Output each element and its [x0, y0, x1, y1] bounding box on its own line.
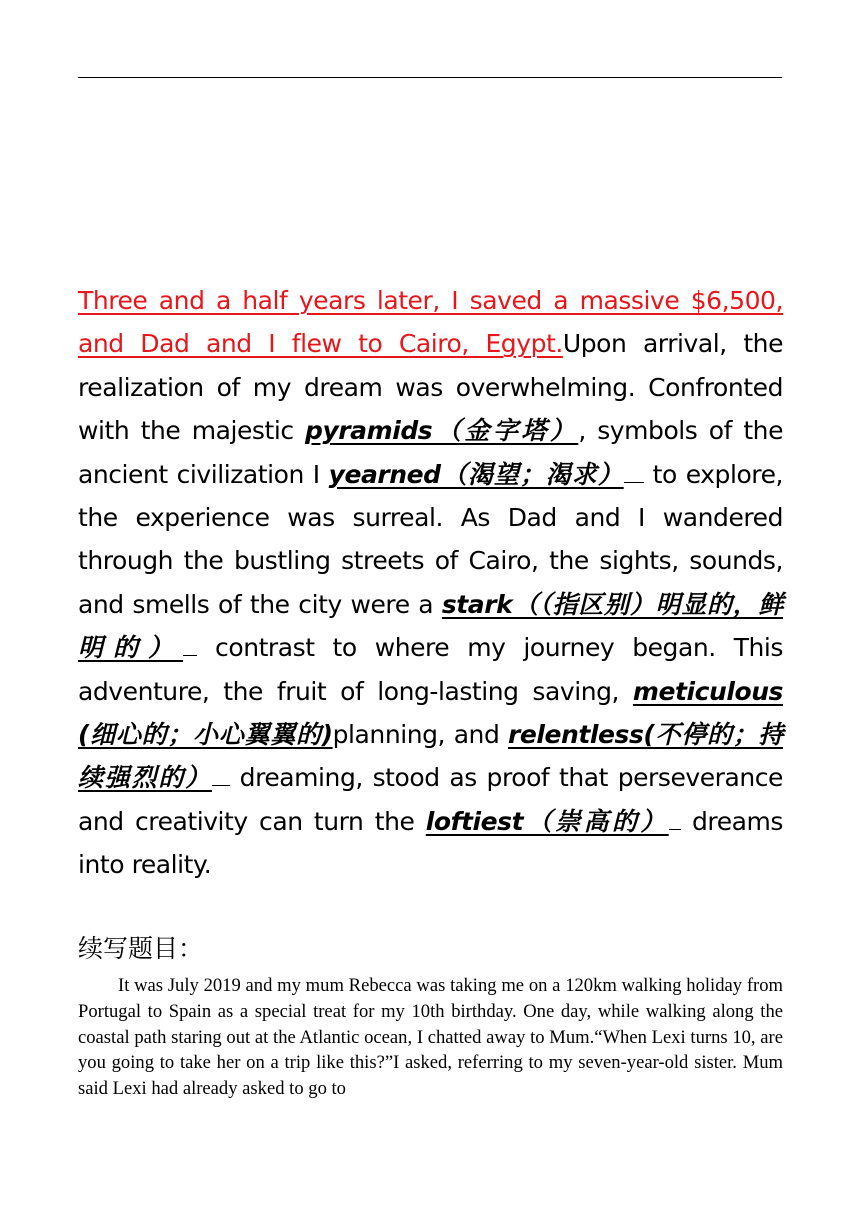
passage-text: Upon arrival, the realization of my dream was overwhelming. Confronted with the majestic [78, 329, 783, 446]
underline-gap [212, 763, 230, 787]
passage-text: to explore, the experience was surreal. As Dad and I wandered through the bustling streets of Cairo, the sights, sounds, and smells of the city were a [78, 459, 783, 619]
vocab-meticulous: meticulous (细心的；小心翼翼的) [78, 676, 783, 750]
passage-text: , symbols of the ancient civilization I [78, 416, 784, 489]
vocab-pyramids: pyramids（金字塔） [305, 416, 579, 446]
passage-text: contrast to where my journey began. This adventure, the fruit of long-lasting saving, [78, 633, 783, 706]
vocab-relentless: relentless(不停的；持续强烈的） [78, 720, 783, 793]
vocab-yearned: yearned（渴望；渴求） [328, 459, 624, 489]
passage-text: dreams into reality. [78, 806, 783, 880]
underline-gap [183, 633, 197, 657]
underline-gap [669, 806, 681, 830]
underline-gap [624, 459, 644, 483]
continuation-heading: 续写题目： [78, 934, 204, 963]
passage-intro-sentence: Three and a half years later, I saved a massive $6,500, and Dad and I flew to Cairo, Egypt. [78, 286, 783, 359]
passage-text: planning, and [332, 720, 509, 750]
passage-text: dreaming, stood as proof that perseverance and creativity can turn the [78, 763, 783, 836]
vocab-loftiest: loftiest（崇高的） [425, 806, 669, 836]
vocab-stark: stark（（指区别）明显的，鲜明的） [78, 589, 783, 663]
header-rule [78, 77, 782, 78]
passage [78, 279, 783, 887]
continuation-prompt: It was July 2019 and my mum Rebecca was taking me on a 120km walking holiday from Portugal to Spain as a special treat for my 10th birthday. One day, while walking along the coastal path staring out at the Atlantic ocean, I chatted away to Mum.“When Lexi turns 10, are you going to take her on a trip like this?”I asked, referring to my seven-year-old sister. Mum said Lexi had already asked to go to [78, 975, 783, 1100]
